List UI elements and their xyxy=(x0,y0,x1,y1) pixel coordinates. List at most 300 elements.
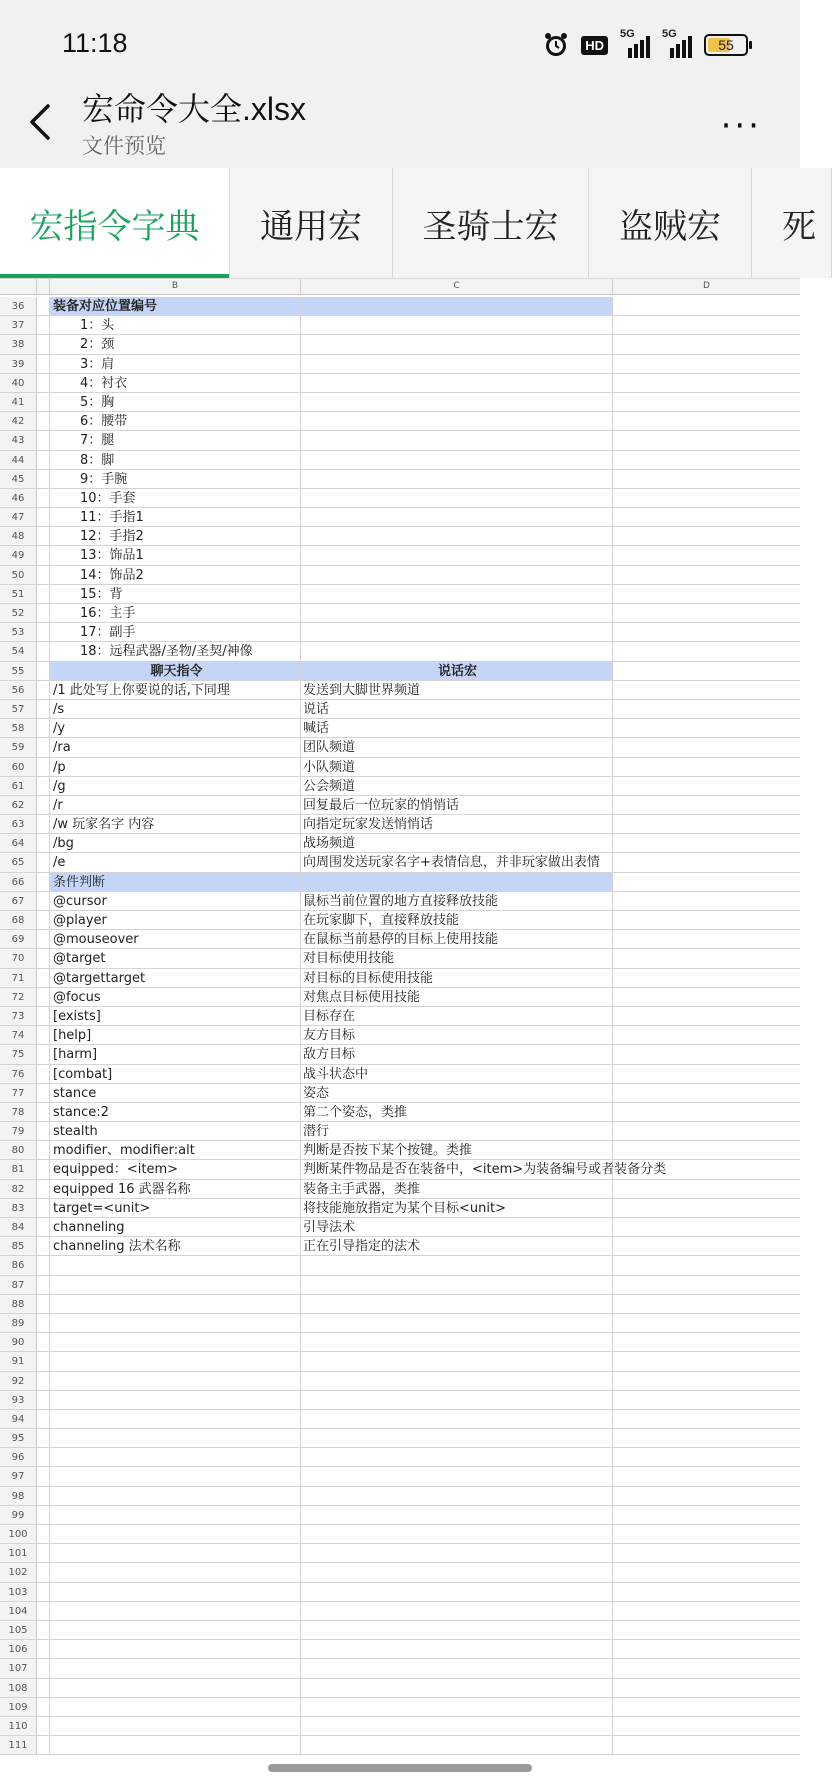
cell-a[interactable] xyxy=(37,374,50,392)
cell-d[interactable] xyxy=(613,1199,800,1217)
cell-c[interactable]: 在鼠标当前悬停的目标上使用技能 xyxy=(301,930,613,948)
cell-c[interactable]: 第二个姿态，类推 xyxy=(301,1103,613,1121)
cell-c[interactable] xyxy=(301,1640,613,1658)
row-number[interactable]: 46 xyxy=(0,489,37,507)
row-number[interactable]: 91 xyxy=(0,1352,37,1370)
cell-d[interactable] xyxy=(613,681,800,699)
cell-d[interactable] xyxy=(613,1391,800,1409)
cell-b[interactable]: 17：副手 xyxy=(50,623,301,641)
cell-b[interactable]: @mouseover xyxy=(50,930,301,948)
cell-b[interactable]: @player xyxy=(50,911,301,929)
cell-b[interactable]: equipped：<item> xyxy=(50,1160,301,1178)
cell-c[interactable] xyxy=(301,1525,613,1543)
cell-c[interactable]: 目标存在 xyxy=(301,1007,613,1025)
cell-d[interactable] xyxy=(613,777,800,795)
cell-d[interactable] xyxy=(613,374,800,392)
row-number[interactable]: 65 xyxy=(0,853,37,871)
cell-a[interactable] xyxy=(37,1448,50,1466)
cell-b[interactable] xyxy=(50,1333,301,1351)
column-d-header[interactable]: D xyxy=(703,281,710,291)
cell-b[interactable]: /g xyxy=(50,777,301,795)
cell-a[interactable] xyxy=(37,1717,50,1735)
row-number[interactable]: 55 xyxy=(0,662,37,680)
row-number[interactable]: 68 xyxy=(0,911,37,929)
cell-d[interactable] xyxy=(613,1045,800,1063)
cell-d[interactable] xyxy=(613,911,800,929)
cell-b[interactable]: 18：远程武器/圣物/圣契/神像 xyxy=(50,642,301,660)
cell-b[interactable]: 4：衬衣 xyxy=(50,374,301,392)
cell-b[interactable]: /w 玩家名字 内容 xyxy=(50,815,301,833)
cell-c[interactable] xyxy=(301,1717,613,1735)
cell-b[interactable] xyxy=(50,1372,301,1390)
cell-c[interactable]: 装备主手武器，类推 xyxy=(301,1180,613,1198)
cell-c[interactable] xyxy=(301,355,613,373)
cell-a[interactable] xyxy=(37,1736,50,1754)
cell-b[interactable]: 9：手腕 xyxy=(50,470,301,488)
cell-d[interactable] xyxy=(613,1429,800,1447)
cell-a[interactable] xyxy=(37,853,50,871)
back-arrow-icon[interactable] xyxy=(24,100,58,144)
cell-a[interactable] xyxy=(37,1007,50,1025)
cell-a[interactable] xyxy=(37,451,50,469)
cell-b[interactable]: 2：颈 xyxy=(50,335,301,353)
cell-d[interactable] xyxy=(613,1717,800,1735)
cell-d[interactable] xyxy=(613,1583,800,1601)
cell-d[interactable] xyxy=(613,604,800,622)
row-number[interactable]: 53 xyxy=(0,623,37,641)
cell-d[interactable] xyxy=(613,815,800,833)
cell-c[interactable]: 小队频道 xyxy=(301,758,613,776)
cell-b[interactable] xyxy=(50,1467,301,1485)
cell-b[interactable] xyxy=(50,1391,301,1409)
cell-b[interactable] xyxy=(50,1295,301,1313)
cell-c[interactable]: 说话宏 xyxy=(301,662,613,680)
cell-d[interactable] xyxy=(613,1084,800,1102)
row-number[interactable]: 44 xyxy=(0,451,37,469)
cell-c[interactable] xyxy=(301,566,613,584)
cell-b[interactable] xyxy=(50,1583,301,1601)
cell-a[interactable] xyxy=(37,969,50,987)
cell-b[interactable] xyxy=(50,1659,301,1677)
cell-b[interactable]: 10：手套 xyxy=(50,489,301,507)
cell-d[interactable] xyxy=(613,1659,800,1677)
cell-d[interactable] xyxy=(613,1256,800,1274)
row-number[interactable]: 64 xyxy=(0,834,37,852)
more-options-icon[interactable]: ··· xyxy=(720,106,762,146)
cell-a[interactable] xyxy=(37,796,50,814)
cell-a[interactable] xyxy=(37,297,50,315)
row-number[interactable]: 104 xyxy=(0,1602,37,1620)
cell-a[interactable] xyxy=(37,393,50,411)
cell-d[interactable] xyxy=(613,1372,800,1390)
row-number[interactable]: 85 xyxy=(0,1237,37,1255)
row-number[interactable]: 111 xyxy=(0,1736,37,1754)
cell-a[interactable] xyxy=(37,1391,50,1409)
cell-c[interactable]: 引导法术 xyxy=(301,1218,613,1236)
cell-b[interactable] xyxy=(50,1640,301,1658)
cell-b[interactable] xyxy=(50,1717,301,1735)
column-b-header[interactable]: B xyxy=(50,279,301,294)
cell-b[interactable]: /bg xyxy=(50,834,301,852)
cell-b[interactable] xyxy=(50,1314,301,1332)
cell-c[interactable] xyxy=(301,1679,613,1697)
cell-d[interactable] xyxy=(613,1007,800,1025)
column-c-header[interactable]: C xyxy=(301,279,613,294)
cell-b[interactable] xyxy=(50,1679,301,1697)
cell-c[interactable] xyxy=(301,1333,613,1351)
cell-b[interactable]: 5：胸 xyxy=(50,393,301,411)
cell-b[interactable]: [combat] xyxy=(50,1065,301,1083)
cell-d[interactable] xyxy=(613,738,800,756)
row-number[interactable]: 109 xyxy=(0,1698,37,1716)
cell-c[interactable] xyxy=(301,1410,613,1428)
cell-b[interactable]: /e xyxy=(50,853,301,871)
row-number[interactable]: 38 xyxy=(0,335,37,353)
tab-next-partial[interactable]: 死 xyxy=(752,168,832,278)
cell-c[interactable]: 团队频道 xyxy=(301,738,613,756)
row-number[interactable]: 83 xyxy=(0,1199,37,1217)
cell-d[interactable] xyxy=(613,988,800,1006)
cell-a[interactable] xyxy=(37,1295,50,1313)
cell-b[interactable]: 8：脚 xyxy=(50,451,301,469)
cell-c[interactable]: 对目标使用技能 xyxy=(301,949,613,967)
cell-a[interactable] xyxy=(37,1141,50,1159)
cell-a[interactable] xyxy=(37,949,50,967)
row-number[interactable]: 66 xyxy=(0,873,37,891)
cell-c[interactable] xyxy=(301,393,613,411)
cell-a[interactable] xyxy=(37,1065,50,1083)
cell-d[interactable] xyxy=(613,758,800,776)
cell-a[interactable] xyxy=(37,1583,50,1601)
cell-a[interactable] xyxy=(37,1084,50,1102)
cell-b[interactable]: /y xyxy=(50,719,301,737)
cell-a[interactable] xyxy=(37,335,50,353)
cell-d[interactable] xyxy=(613,1122,800,1140)
cell-d[interactable] xyxy=(613,1448,800,1466)
row-number[interactable]: 95 xyxy=(0,1429,37,1447)
cell-d[interactable] xyxy=(613,1640,800,1658)
row-number[interactable]: 107 xyxy=(0,1659,37,1677)
cell-c[interactable] xyxy=(301,316,613,334)
cell-a[interactable] xyxy=(37,527,50,545)
cell-d[interactable] xyxy=(613,1276,800,1294)
cell-d[interactable] xyxy=(613,316,800,334)
cell-b[interactable]: modifier、modifier:alt xyxy=(50,1141,301,1159)
cell-b[interactable]: @targettarget xyxy=(50,969,301,987)
cell-c[interactable] xyxy=(301,374,613,392)
cell-d[interactable] xyxy=(613,873,800,891)
cell-c[interactable] xyxy=(301,1429,613,1447)
cell-c[interactable] xyxy=(301,1295,613,1313)
row-number[interactable]: 93 xyxy=(0,1391,37,1409)
row-number[interactable]: 76 xyxy=(0,1065,37,1083)
cell-d[interactable] xyxy=(613,1621,800,1639)
cell-d[interactable] xyxy=(613,1410,800,1428)
cell-d[interactable] xyxy=(613,1602,800,1620)
cell-a[interactable] xyxy=(37,1199,50,1217)
cell-d[interactable] xyxy=(613,1679,800,1697)
cell-a[interactable] xyxy=(37,1544,50,1562)
cell-b[interactable]: 16：主手 xyxy=(50,604,301,622)
row-number[interactable]: 103 xyxy=(0,1583,37,1601)
cell-c[interactable]: 在玩家脚下，直接释放技能 xyxy=(301,911,613,929)
row-number[interactable]: 79 xyxy=(0,1122,37,1140)
row-number[interactable]: 58 xyxy=(0,719,37,737)
row-number[interactable]: 97 xyxy=(0,1467,37,1485)
row-number[interactable]: 61 xyxy=(0,777,37,795)
row-number[interactable]: 41 xyxy=(0,393,37,411)
cell-b[interactable]: 13：饰品1 xyxy=(50,546,301,564)
row-number[interactable]: 48 xyxy=(0,527,37,545)
cell-b[interactable]: [help] xyxy=(50,1026,301,1044)
cell-a[interactable] xyxy=(37,642,50,660)
cell-b[interactable] xyxy=(50,1352,301,1370)
row-number[interactable]: 56 xyxy=(0,681,37,699)
cell-d[interactable] xyxy=(613,1487,800,1505)
cell-b[interactable] xyxy=(50,1506,301,1524)
cell-c[interactable]: 向指定玩家发送悄悄话 xyxy=(301,815,613,833)
cell-b[interactable]: 装备对应位置编号 xyxy=(50,297,301,315)
cell-b[interactable]: channeling xyxy=(50,1218,301,1236)
cell-b[interactable]: 7：腿 xyxy=(50,431,301,449)
cell-c[interactable] xyxy=(301,297,613,315)
row-number[interactable]: 101 xyxy=(0,1544,37,1562)
cell-a[interactable] xyxy=(37,412,50,430)
cell-d[interactable] xyxy=(613,1026,800,1044)
cell-c[interactable]: 战场频道 xyxy=(301,834,613,852)
cell-c[interactable] xyxy=(301,642,613,660)
row-number[interactable]: 36 xyxy=(0,297,37,315)
row-number[interactable]: 71 xyxy=(0,969,37,987)
cell-b[interactable]: 15：背 xyxy=(50,585,301,603)
cell-b[interactable] xyxy=(50,1736,301,1754)
cell-a[interactable] xyxy=(37,470,50,488)
cell-a[interactable] xyxy=(37,988,50,1006)
cell-a[interactable] xyxy=(37,834,50,852)
cell-d[interactable] xyxy=(613,853,800,871)
cell-d[interactable] xyxy=(613,393,800,411)
cell-d[interactable] xyxy=(613,1141,800,1159)
row-number[interactable]: 87 xyxy=(0,1276,37,1294)
cell-c[interactable] xyxy=(301,1276,613,1294)
row-number[interactable]: 89 xyxy=(0,1314,37,1332)
cell-a[interactable] xyxy=(37,1180,50,1198)
cell-b[interactable]: 12：手指2 xyxy=(50,527,301,545)
cell-a[interactable] xyxy=(37,930,50,948)
cell-d[interactable] xyxy=(613,470,800,488)
cell-d[interactable] xyxy=(613,489,800,507)
cell-c[interactable]: 喊话 xyxy=(301,719,613,737)
row-number[interactable]: 100 xyxy=(0,1525,37,1543)
cell-d[interactable] xyxy=(613,1698,800,1716)
row-number[interactable]: 59 xyxy=(0,738,37,756)
cell-c[interactable] xyxy=(301,1698,613,1716)
cell-a[interactable] xyxy=(37,1160,50,1178)
row-number[interactable]: 47 xyxy=(0,508,37,526)
cell-c[interactable]: 潜行 xyxy=(301,1122,613,1140)
cell-d[interactable] xyxy=(613,796,800,814)
cell-c[interactable] xyxy=(301,527,613,545)
cell-d[interactable] xyxy=(613,1467,800,1485)
cell-b[interactable]: 聊天指令 xyxy=(50,662,301,680)
cell-b[interactable] xyxy=(50,1256,301,1274)
cell-c[interactable] xyxy=(301,1506,613,1524)
cell-d[interactable] xyxy=(613,585,800,603)
cell-c[interactable] xyxy=(301,412,613,430)
cell-b[interactable]: /p xyxy=(50,758,301,776)
cell-a[interactable] xyxy=(37,892,50,910)
cell-d[interactable] xyxy=(613,1065,800,1083)
cell-a[interactable] xyxy=(37,911,50,929)
cell-a[interactable] xyxy=(37,1410,50,1428)
cell-d[interactable] xyxy=(613,508,800,526)
cell-a[interactable] xyxy=(37,1256,50,1274)
cell-d[interactable] xyxy=(613,949,800,967)
cell-c[interactable] xyxy=(301,1563,613,1581)
cell-c[interactable] xyxy=(301,1256,613,1274)
cell-b[interactable] xyxy=(50,1525,301,1543)
cell-a[interactable] xyxy=(37,355,50,373)
row-number[interactable]: 62 xyxy=(0,796,37,814)
cell-c[interactable] xyxy=(301,1544,613,1562)
cell-a[interactable] xyxy=(37,1276,50,1294)
cell-c[interactable]: 对目标的目标使用技能 xyxy=(301,969,613,987)
cell-c[interactable]: 正在引导指定的法术 xyxy=(301,1237,613,1255)
cell-a[interactable] xyxy=(37,1640,50,1658)
cell-c[interactable] xyxy=(301,1352,613,1370)
row-number[interactable]: 92 xyxy=(0,1372,37,1390)
cell-c[interactable] xyxy=(301,1602,613,1620)
cell-d[interactable] xyxy=(613,1180,800,1198)
cell-c[interactable] xyxy=(301,1467,613,1485)
row-number[interactable]: 90 xyxy=(0,1333,37,1351)
cell-d[interactable] xyxy=(613,930,800,948)
cell-c[interactable]: 将技能施放指定为某个目标<unit> xyxy=(301,1199,613,1217)
row-number[interactable]: 81 xyxy=(0,1160,37,1178)
home-indicator[interactable] xyxy=(268,1764,532,1772)
cell-d[interactable] xyxy=(613,662,800,680)
cell-b[interactable] xyxy=(50,1429,301,1447)
cell-d[interactable] xyxy=(613,431,800,449)
cell-d[interactable] xyxy=(613,355,800,373)
cell-a[interactable] xyxy=(37,1602,50,1620)
cell-a[interactable] xyxy=(37,1698,50,1716)
cell-b[interactable] xyxy=(50,1448,301,1466)
row-number[interactable]: 73 xyxy=(0,1007,37,1025)
cell-a[interactable] xyxy=(37,1352,50,1370)
cell-d[interactable] xyxy=(613,1352,800,1370)
row-number[interactable]: 39 xyxy=(0,355,37,373)
cell-b[interactable] xyxy=(50,1276,301,1294)
row-number[interactable]: 108 xyxy=(0,1679,37,1697)
cell-a[interactable] xyxy=(37,1237,50,1255)
cell-b[interactable]: @target xyxy=(50,949,301,967)
cell-b[interactable]: 6：腰带 xyxy=(50,412,301,430)
cell-c[interactable]: 发送到大脚世界频道 xyxy=(301,681,613,699)
cell-b[interactable]: /s xyxy=(50,700,301,718)
cell-b[interactable]: 14：饰品2 xyxy=(50,566,301,584)
cell-a[interactable] xyxy=(37,1525,50,1543)
cell-a[interactable] xyxy=(37,1122,50,1140)
cell-a[interactable] xyxy=(37,662,50,680)
cell-a[interactable] xyxy=(37,1621,50,1639)
cell-c[interactable] xyxy=(301,1736,613,1754)
cell-a[interactable] xyxy=(37,1372,50,1390)
row-number[interactable]: 69 xyxy=(0,930,37,948)
cell-b[interactable]: stealth xyxy=(50,1122,301,1140)
cell-a[interactable] xyxy=(37,566,50,584)
cell-d[interactable] xyxy=(613,892,800,910)
cell-a[interactable] xyxy=(37,1467,50,1485)
cell-c[interactable]: 姿态 xyxy=(301,1084,613,1102)
cell-d[interactable] xyxy=(613,1506,800,1524)
cell-b[interactable] xyxy=(50,1621,301,1639)
row-number[interactable]: 74 xyxy=(0,1026,37,1044)
cell-a[interactable] xyxy=(37,1045,50,1063)
cell-a[interactable] xyxy=(37,1487,50,1505)
cell-b[interactable]: 1：头 xyxy=(50,316,301,334)
cell-c[interactable]: 鼠标当前位置的地方直接释放技能 xyxy=(301,892,613,910)
cell-a[interactable] xyxy=(37,1314,50,1332)
cell-d[interactable] xyxy=(613,451,800,469)
cell-a[interactable] xyxy=(37,623,50,641)
row-number[interactable]: 45 xyxy=(0,470,37,488)
cell-d[interactable] xyxy=(613,1103,800,1121)
cell-c[interactable]: 公会频道 xyxy=(301,777,613,795)
cell-c[interactable] xyxy=(301,1659,613,1677)
cell-b[interactable] xyxy=(50,1563,301,1581)
cell-a[interactable] xyxy=(37,546,50,564)
row-number[interactable]: 75 xyxy=(0,1045,37,1063)
cell-b[interactable]: 3：肩 xyxy=(50,355,301,373)
cell-c[interactable] xyxy=(301,1314,613,1332)
cell-d[interactable] xyxy=(613,1160,800,1178)
row-number[interactable]: 40 xyxy=(0,374,37,392)
cell-d[interactable] xyxy=(613,642,800,660)
cell-c[interactable]: 敌方目标 xyxy=(301,1045,613,1063)
cell-d[interactable] xyxy=(613,623,800,641)
cell-b[interactable]: /1 此处写上你要说的话,下同理 xyxy=(50,681,301,699)
row-number[interactable]: 78 xyxy=(0,1103,37,1121)
cell-a[interactable] xyxy=(37,815,50,833)
cell-b[interactable]: 11：手指1 xyxy=(50,508,301,526)
tab-rogue-macros[interactable]: 盗贼宏 xyxy=(589,168,752,278)
cell-c[interactable] xyxy=(301,1583,613,1601)
cell-b[interactable]: /ra xyxy=(50,738,301,756)
cell-d[interactable] xyxy=(613,566,800,584)
cell-c[interactable] xyxy=(301,1448,613,1466)
cell-b[interactable]: [exists] xyxy=(50,1007,301,1025)
row-number[interactable]: 88 xyxy=(0,1295,37,1313)
cell-d[interactable] xyxy=(613,527,800,545)
cell-c[interactable] xyxy=(301,585,613,603)
cell-a[interactable] xyxy=(37,681,50,699)
cell-d[interactable] xyxy=(613,1237,800,1255)
cell-b[interactable] xyxy=(50,1602,301,1620)
cell-a[interactable] xyxy=(37,1679,50,1697)
cell-c[interactable]: 战斗状态中 xyxy=(301,1065,613,1083)
cell-c[interactable] xyxy=(301,431,613,449)
tab-general-macros[interactable]: 通用宏 xyxy=(230,168,393,278)
cell-c[interactable]: 友方目标 xyxy=(301,1026,613,1044)
row-number[interactable]: 51 xyxy=(0,585,37,603)
row-number[interactable]: 63 xyxy=(0,815,37,833)
row-number[interactable]: 105 xyxy=(0,1621,37,1639)
row-number[interactable]: 80 xyxy=(0,1141,37,1159)
cell-d[interactable] xyxy=(613,1563,800,1581)
cell-b[interactable]: target=<unit> xyxy=(50,1199,301,1217)
cell-d[interactable] xyxy=(613,335,800,353)
